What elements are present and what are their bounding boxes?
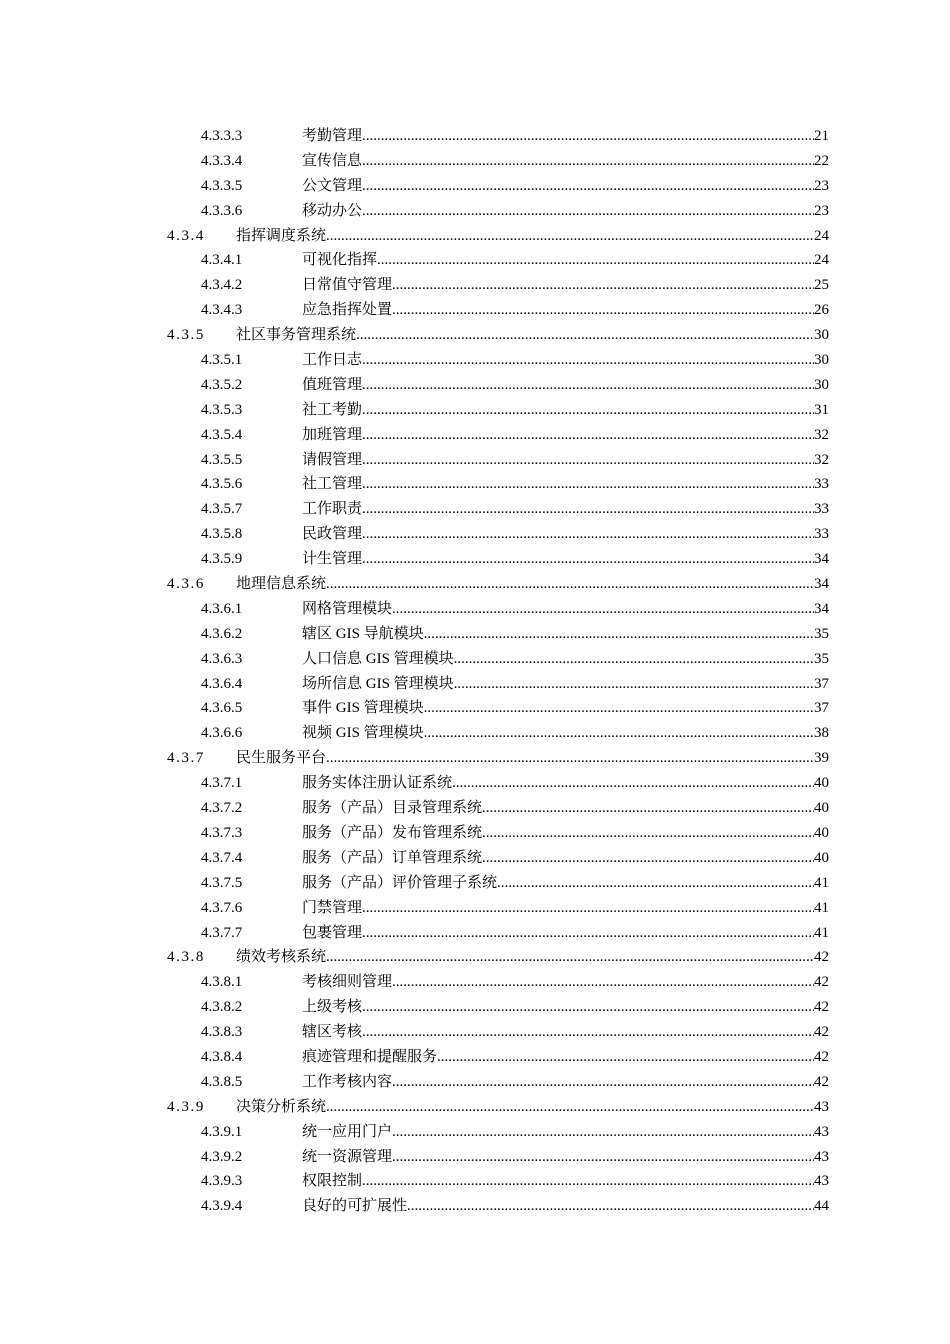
dot-leader bbox=[362, 174, 814, 199]
toc-subsection-entry[interactable] bbox=[0, 522, 950, 547]
toc-entry-number: 4.3.5.7 bbox=[201, 501, 243, 518]
dot-leader bbox=[362, 373, 814, 398]
toc-entry-line bbox=[236, 323, 829, 348]
toc-entry-number: 4.3.8.4 bbox=[201, 1048, 243, 1065]
toc-entry-line bbox=[302, 1045, 829, 1070]
toc-entry-page-number: 40 bbox=[814, 824, 829, 841]
toc-subsection-entry[interactable] bbox=[0, 696, 950, 721]
toc-entry-line bbox=[302, 273, 829, 298]
dot-leader bbox=[362, 547, 814, 572]
toc-entry-title: 考核细则管理 bbox=[302, 974, 393, 991]
dot-leader bbox=[326, 224, 814, 249]
toc-entry-number: 4.3.5.5 bbox=[201, 451, 243, 468]
toc-entry-title: 指挥调度系统 bbox=[236, 227, 327, 244]
toc-entry-line bbox=[302, 348, 829, 373]
toc-entry-line bbox=[302, 1145, 829, 1170]
toc-entry-line bbox=[302, 398, 829, 423]
toc-entry-number: 4.3.3.4 bbox=[201, 152, 243, 169]
toc-subsection-entry[interactable] bbox=[0, 896, 950, 921]
toc-entry-line bbox=[302, 771, 829, 796]
toc-entry-title: 地理信息系统 bbox=[236, 576, 327, 593]
toc-entry-title: 辖区考核 bbox=[302, 1024, 363, 1041]
toc-entry-title: 服务实体注册认证系统 bbox=[302, 775, 453, 792]
toc-entry-line bbox=[302, 1169, 829, 1194]
toc-entry-line bbox=[302, 199, 829, 224]
toc-entry-number: 4.3.6.3 bbox=[201, 650, 243, 667]
toc-entry-title: 服务（产品）订单管理系统 bbox=[302, 849, 483, 866]
toc-entry-page-number: 38 bbox=[814, 725, 829, 742]
toc-subsection-entry[interactable] bbox=[0, 1020, 950, 1045]
toc-subsection-entry[interactable] bbox=[0, 871, 950, 896]
dot-leader bbox=[362, 149, 814, 174]
toc-entry-line bbox=[236, 945, 829, 970]
toc-entry-line bbox=[302, 423, 829, 448]
toc-entry-title: 加班管理 bbox=[302, 426, 363, 443]
toc-entry-number: 4.3.6.4 bbox=[201, 675, 243, 692]
toc-entry-line bbox=[302, 871, 829, 896]
toc-entry-line bbox=[302, 522, 829, 547]
toc-section-entry[interactable] bbox=[0, 323, 950, 348]
toc-entry-page-number: 42 bbox=[814, 1073, 829, 1090]
toc-subsection-entry[interactable] bbox=[0, 921, 950, 946]
toc-section-entry[interactable] bbox=[0, 945, 950, 970]
toc-entry-title: 计生管理 bbox=[302, 551, 363, 568]
toc-entry-title: 人口信息 GIS 管理模块 bbox=[302, 650, 454, 667]
dot-leader bbox=[362, 896, 814, 921]
toc-entry-page-number: 34 bbox=[814, 576, 829, 593]
dot-leader bbox=[454, 647, 814, 672]
toc-entry-page-number: 30 bbox=[814, 327, 829, 344]
toc-subsection-entry[interactable] bbox=[0, 398, 950, 423]
toc-subsection-entry[interactable] bbox=[0, 497, 950, 522]
toc-subsection-entry[interactable] bbox=[0, 273, 950, 298]
toc-entry-title: 服务（产品）评价管理子系统 bbox=[302, 874, 498, 891]
toc-entry-number: 4.3.7.6 bbox=[201, 899, 243, 916]
toc-entry-page-number: 41 bbox=[814, 874, 829, 891]
toc-entry-number: 4.3.6.2 bbox=[201, 625, 243, 642]
toc-entry-line bbox=[302, 497, 829, 522]
toc-subsection-entry[interactable] bbox=[0, 721, 950, 746]
toc-subsection-entry[interactable] bbox=[0, 547, 950, 572]
dot-leader bbox=[424, 721, 814, 746]
toc-subsection-entry[interactable] bbox=[0, 373, 950, 398]
toc-subsection-entry[interactable] bbox=[0, 124, 950, 149]
dot-leader bbox=[497, 871, 814, 896]
toc-entry-title: 包裹管理 bbox=[302, 924, 363, 941]
toc-entry-title: 民政管理 bbox=[302, 526, 363, 543]
toc-entry-page-number: 42 bbox=[814, 974, 829, 991]
toc-entry-page-number: 40 bbox=[814, 775, 829, 792]
toc-entry-number: 4.3.8.2 bbox=[201, 999, 243, 1016]
toc-entry-number: 4.3.5.3 bbox=[201, 401, 243, 418]
toc-entry-title: 社区事务管理系统 bbox=[236, 327, 357, 344]
dot-leader bbox=[392, 1145, 814, 1170]
toc-entry-number: 4.3.7.4 bbox=[201, 849, 243, 866]
toc-entry-number: 4.3.7.5 bbox=[201, 874, 243, 891]
toc-entry-line bbox=[302, 373, 829, 398]
toc-entry-page-number: 22 bbox=[814, 152, 829, 169]
toc-entry-number: 4.3.7.3 bbox=[201, 824, 243, 841]
dot-leader bbox=[454, 672, 814, 697]
toc-entry-title: 场所信息 GIS 管理模块 bbox=[302, 675, 454, 692]
toc-entry-line bbox=[236, 1095, 829, 1120]
toc-entry-page-number: 23 bbox=[814, 202, 829, 219]
toc-entry-line bbox=[302, 696, 829, 721]
toc-subsection-entry[interactable] bbox=[0, 298, 950, 323]
toc-entry-number: 4.3.9.1 bbox=[201, 1123, 243, 1140]
toc-entry-title: 可视化指挥 bbox=[302, 252, 378, 269]
toc-entry-page-number: 40 bbox=[814, 800, 829, 817]
toc-entry-page-number: 34 bbox=[814, 600, 829, 617]
toc-entry-page-number: 26 bbox=[814, 302, 829, 319]
toc-entry-number: 4.3.7.2 bbox=[201, 800, 243, 817]
toc-entry-title: 良好的可扩展性 bbox=[302, 1198, 408, 1215]
toc-entry-title: 宣传信息 bbox=[302, 152, 363, 169]
toc-entry-number: 4.3.9 bbox=[167, 1098, 205, 1115]
toc-entry-page-number: 43 bbox=[814, 1098, 829, 1115]
toc-subsection-entry[interactable] bbox=[0, 248, 950, 273]
toc-entry-line bbox=[302, 472, 829, 497]
dot-leader bbox=[482, 821, 814, 846]
toc-entry-title: 工作职责 bbox=[302, 501, 363, 518]
toc-entry-title: 统一应用门户 bbox=[302, 1123, 393, 1140]
dot-leader bbox=[392, 298, 814, 323]
toc-entry-page-number: 35 bbox=[814, 625, 829, 642]
dot-leader bbox=[362, 448, 814, 473]
toc-subsection-entry[interactable] bbox=[0, 622, 950, 647]
dot-leader bbox=[362, 497, 814, 522]
toc-entry-page-number: 30 bbox=[814, 376, 829, 393]
toc-entry-number: 4.3.3.5 bbox=[201, 177, 243, 194]
toc-entry-page-number: 44 bbox=[814, 1198, 829, 1215]
toc-entry-title: 决策分析系统 bbox=[236, 1098, 327, 1115]
dot-leader bbox=[362, 348, 814, 373]
dot-leader bbox=[326, 945, 814, 970]
toc-entry-title: 门禁管理 bbox=[302, 899, 363, 916]
toc-entry-line bbox=[302, 995, 829, 1020]
toc-entry-title: 工作日志 bbox=[302, 352, 363, 369]
toc-entry-number: 4.3.8.3 bbox=[201, 1024, 243, 1041]
dot-leader bbox=[362, 522, 814, 547]
toc-entry-title: 公文管理 bbox=[302, 177, 363, 194]
toc-entry-line bbox=[302, 970, 829, 995]
dot-leader bbox=[362, 921, 814, 946]
toc-entry-line bbox=[302, 597, 829, 622]
toc-entry-line bbox=[302, 1120, 829, 1145]
toc-entry-page-number: 37 bbox=[814, 700, 829, 717]
toc-subsection-entry[interactable] bbox=[0, 846, 950, 871]
toc-entry-title: 工作考核内容 bbox=[302, 1073, 393, 1090]
toc-entry-line bbox=[236, 224, 829, 249]
dot-leader bbox=[424, 622, 814, 647]
toc-entry-number: 4.3.9.2 bbox=[201, 1148, 243, 1165]
toc-entry-page-number: 30 bbox=[814, 352, 829, 369]
toc-subsection-entry[interactable] bbox=[0, 1070, 950, 1095]
toc-entry-number: 4.3.4.2 bbox=[201, 277, 243, 294]
dot-leader bbox=[362, 1020, 814, 1045]
dot-leader bbox=[392, 597, 814, 622]
toc-subsection-entry[interactable] bbox=[0, 1120, 950, 1145]
toc-entry-page-number: 43 bbox=[814, 1123, 829, 1140]
dot-leader bbox=[326, 572, 814, 597]
toc-entry-line bbox=[302, 547, 829, 572]
toc-entry-number: 4.3.9.3 bbox=[201, 1173, 243, 1190]
toc-subsection-entry[interactable] bbox=[0, 174, 950, 199]
toc-entry-number: 4.3.6.1 bbox=[201, 600, 243, 617]
toc-entry-number: 4.3.8.1 bbox=[201, 974, 243, 991]
toc-section-entry[interactable] bbox=[0, 746, 950, 771]
toc-subsection-entry[interactable] bbox=[0, 1169, 950, 1194]
toc-entry-title: 考勤管理 bbox=[302, 128, 363, 144]
toc-entry-number: 4.3.8.5 bbox=[201, 1073, 243, 1090]
toc-entry-page-number: 42 bbox=[814, 999, 829, 1016]
toc-entry-title: 上级考核 bbox=[302, 999, 363, 1016]
dot-leader bbox=[392, 273, 814, 298]
toc-entry-line bbox=[302, 796, 829, 821]
toc-entry-line bbox=[302, 1194, 829, 1219]
dot-leader bbox=[362, 472, 814, 497]
toc-entry-page-number: 32 bbox=[814, 451, 829, 468]
toc-entry-page-number: 24 bbox=[814, 227, 829, 244]
toc-entry-page-number: 42 bbox=[814, 1048, 829, 1065]
dot-leader bbox=[377, 248, 814, 273]
toc-entry-page-number: 35 bbox=[814, 650, 829, 667]
dot-leader bbox=[424, 696, 814, 721]
toc-entry-title: 服务（产品）目录管理系统 bbox=[302, 800, 483, 817]
toc-entry-line bbox=[302, 846, 829, 871]
toc-entry-page-number: 43 bbox=[814, 1148, 829, 1165]
dot-leader bbox=[392, 970, 814, 995]
toc-subsection-entry[interactable] bbox=[0, 796, 950, 821]
toc-subsection-entry[interactable] bbox=[0, 199, 950, 224]
toc-section-entry[interactable] bbox=[0, 572, 950, 597]
toc-entry-number: 4.3.7.7 bbox=[201, 924, 243, 941]
toc-entry-page-number: 32 bbox=[814, 426, 829, 443]
toc-entry-number: 4.3.6.6 bbox=[201, 725, 243, 742]
toc-subsection-entry[interactable] bbox=[0, 149, 950, 174]
toc-subsection-entry[interactable] bbox=[0, 1045, 950, 1070]
toc-entry-number: 4.3.6.5 bbox=[201, 700, 243, 717]
toc-entry-page-number: 23 bbox=[814, 177, 829, 194]
toc-entry-number: 4.3.5.2 bbox=[201, 376, 243, 393]
toc-entry-line bbox=[302, 149, 829, 174]
toc-entry-page-number: 24 bbox=[814, 252, 829, 269]
toc-subsection-entry[interactable] bbox=[0, 423, 950, 448]
toc-entry-number: 4.3.4.3 bbox=[201, 302, 243, 319]
toc-entry-page-number: 43 bbox=[814, 1173, 829, 1190]
dot-leader bbox=[356, 323, 814, 348]
dot-leader bbox=[326, 746, 814, 771]
toc-entry-page-number: 40 bbox=[814, 849, 829, 866]
toc-entry-number: 4.3.5.1 bbox=[201, 352, 243, 369]
toc-entry-page-number: 34 bbox=[814, 551, 829, 568]
toc-entry-title: 权限控制 bbox=[302, 1173, 363, 1190]
toc-entry-line bbox=[302, 1020, 829, 1045]
toc-entry-page-number: 39 bbox=[814, 750, 829, 767]
toc-entry-number: 4.3.5.4 bbox=[201, 426, 243, 443]
toc-entry-line bbox=[302, 622, 829, 647]
toc-entry-number: 4.3.3.3 bbox=[201, 128, 243, 144]
toc-entry-number: 4.3.3.6 bbox=[201, 202, 243, 219]
toc-entry-line bbox=[302, 248, 829, 273]
toc-entry-title: 移动办公 bbox=[302, 202, 363, 219]
dot-leader bbox=[362, 423, 814, 448]
toc-entry-page-number: 42 bbox=[814, 1024, 829, 1041]
toc-entry-title: 绩效考核系统 bbox=[236, 949, 327, 966]
toc-entry-number: 4.3.5.8 bbox=[201, 526, 243, 543]
toc-entry-page-number: 33 bbox=[814, 501, 829, 518]
toc-entry-page-number: 41 bbox=[814, 899, 829, 916]
toc-entry-page-number: 21 bbox=[814, 128, 829, 144]
dot-leader bbox=[482, 796, 814, 821]
toc-subsection-entry[interactable] bbox=[0, 472, 950, 497]
toc-entry-number: 4.3.7.1 bbox=[201, 775, 243, 792]
toc-entry-title: 事件 GIS 管理模块 bbox=[302, 700, 424, 717]
toc-entry-title: 服务（产品）发布管理系统 bbox=[302, 824, 483, 841]
toc-subsection-entry[interactable] bbox=[0, 995, 950, 1020]
toc-entry-number: 4.3.5.6 bbox=[201, 476, 243, 493]
dot-leader bbox=[362, 398, 814, 423]
toc-entry-page-number: 41 bbox=[814, 924, 829, 941]
dot-leader bbox=[452, 771, 814, 796]
toc-entry-number: 4.3.4 bbox=[167, 227, 205, 244]
toc-entry-line bbox=[302, 448, 829, 473]
toc-entry-title: 辖区 GIS 导航模块 bbox=[302, 625, 424, 642]
toc-entry-title: 应急指挥处置 bbox=[302, 302, 393, 319]
toc-entry-title: 民生服务平台 bbox=[236, 750, 327, 767]
toc-subsection-entry[interactable] bbox=[0, 771, 950, 796]
toc-entry-number: 4.3.9.4 bbox=[201, 1198, 243, 1215]
toc-entry-line bbox=[302, 896, 829, 921]
toc-entry-page-number: 25 bbox=[814, 277, 829, 294]
toc-subsection-entry[interactable] bbox=[0, 348, 950, 373]
dot-leader bbox=[392, 1070, 814, 1095]
toc-entry-title: 社工管理 bbox=[302, 476, 363, 493]
toc-entry-title: 网格管理模块 bbox=[302, 600, 393, 617]
toc-subsection-entry[interactable] bbox=[0, 1145, 950, 1170]
toc-entry-line bbox=[302, 921, 829, 946]
toc-subsection-entry[interactable] bbox=[0, 647, 950, 672]
toc-entry-title: 日常值守管理 bbox=[302, 277, 393, 294]
dot-leader bbox=[392, 1120, 814, 1145]
toc-entry-line bbox=[302, 174, 829, 199]
toc-entry-title: 请假管理 bbox=[302, 451, 363, 468]
toc-subsection-entry[interactable] bbox=[0, 448, 950, 473]
toc-entry-page-number: 42 bbox=[814, 949, 829, 966]
dot-leader bbox=[326, 1095, 814, 1120]
toc-entry-line bbox=[302, 124, 829, 149]
toc-entry-line bbox=[302, 647, 829, 672]
dot-leader bbox=[362, 995, 814, 1020]
toc-subsection-entry[interactable] bbox=[0, 597, 950, 622]
dot-leader bbox=[407, 1194, 814, 1219]
dot-leader bbox=[362, 1169, 814, 1194]
dot-leader bbox=[482, 846, 814, 871]
toc-entry-line bbox=[236, 746, 829, 771]
toc-section-entry[interactable] bbox=[0, 1095, 950, 1120]
toc-entry-number: 4.3.5.9 bbox=[201, 551, 243, 568]
toc-entry-line bbox=[236, 572, 829, 597]
toc-entry-title: 统一资源管理 bbox=[302, 1148, 393, 1165]
table-of-contents bbox=[0, 124, 950, 1219]
toc-entry-page-number: 33 bbox=[814, 476, 829, 493]
toc-entry-number: 4.3.7 bbox=[167, 750, 205, 767]
toc-entry-page-number: 33 bbox=[814, 526, 829, 543]
dot-leader bbox=[437, 1045, 814, 1070]
dot-leader bbox=[362, 199, 814, 224]
toc-subsection-entry[interactable] bbox=[0, 672, 950, 697]
toc-subsection-entry[interactable] bbox=[0, 821, 950, 846]
toc-entry-title: 社工考勤 bbox=[302, 401, 363, 418]
toc-entry-line bbox=[302, 1070, 829, 1095]
toc-entry-title: 视频 GIS 管理模块 bbox=[302, 725, 424, 742]
toc-entry-page-number: 37 bbox=[814, 675, 829, 692]
toc-entry-number: 4.3.5 bbox=[167, 327, 205, 344]
toc-entry-page-number: 31 bbox=[814, 401, 829, 418]
toc-subsection-entry[interactable] bbox=[0, 970, 950, 995]
toc-entry-number: 4.3.8 bbox=[167, 949, 205, 966]
toc-entry-line bbox=[302, 672, 829, 697]
toc-subsection-entry[interactable] bbox=[0, 1194, 950, 1219]
toc-entry-title: 值班管理 bbox=[302, 376, 363, 393]
toc-entry-line bbox=[302, 721, 829, 746]
toc-entry-number: 4.3.6 bbox=[167, 576, 205, 593]
dot-leader bbox=[362, 124, 814, 149]
toc-entry-number: 4.3.4.1 bbox=[201, 252, 243, 269]
toc-section-entry[interactable] bbox=[0, 224, 950, 249]
toc-entry-title: 痕迹管理和提醒服务 bbox=[302, 1048, 438, 1065]
toc-entry-line bbox=[302, 821, 829, 846]
toc-entry-line bbox=[302, 298, 829, 323]
